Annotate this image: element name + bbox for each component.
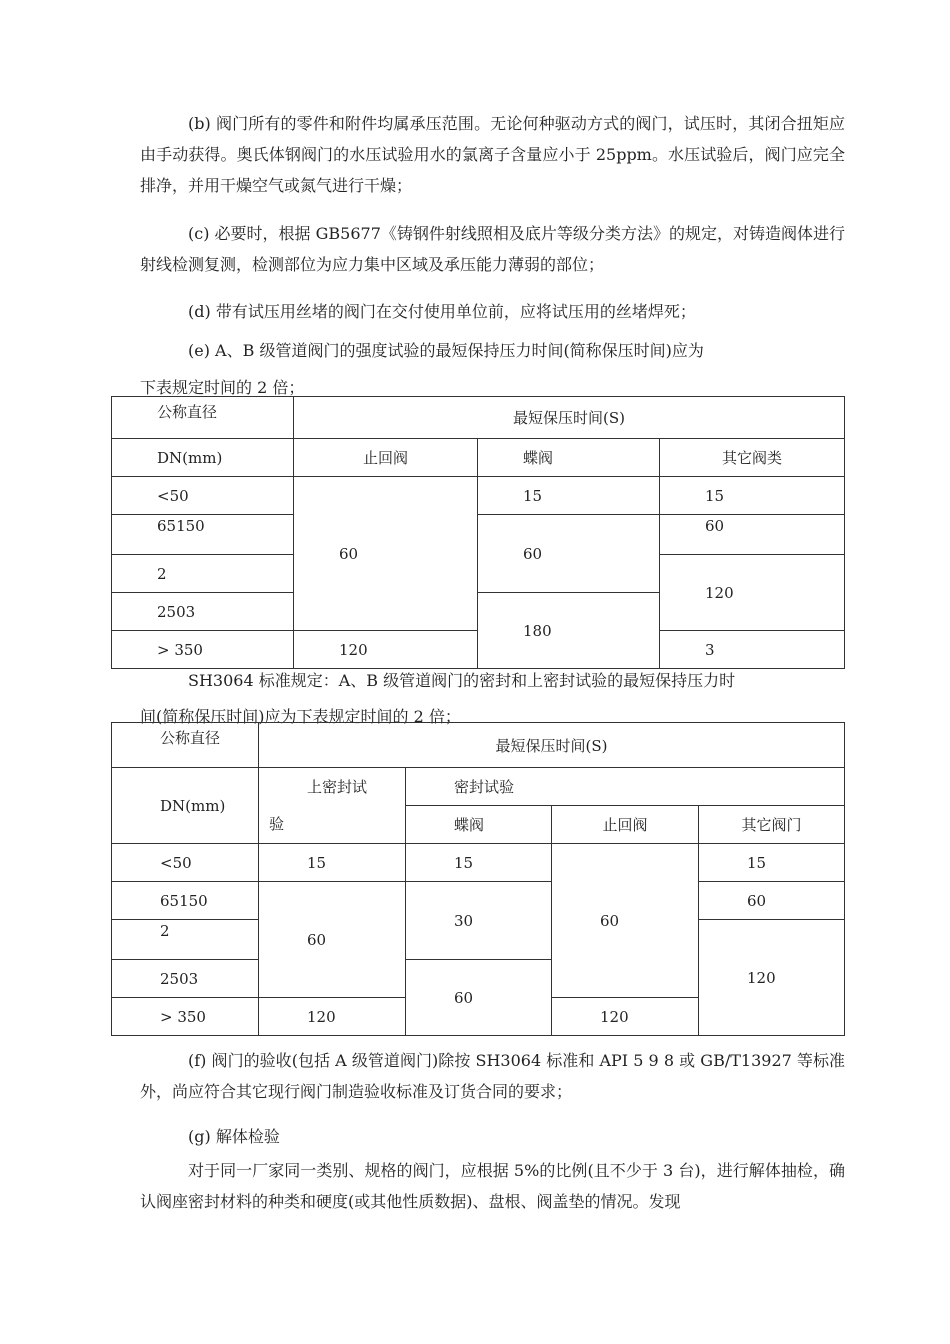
header-other-valves: 其它阀门 <box>699 806 845 844</box>
butterfly-60: 60 <box>406 960 552 1036</box>
header-dn-mm: DN(mm) <box>112 439 294 477</box>
header-butterfly-valve: 蝶阀 <box>478 439 660 477</box>
header-seal-test: 密封试验 <box>406 768 845 806</box>
other-15: 15 <box>660 477 845 515</box>
row-dn-2: 2 <box>112 555 294 593</box>
paragraph-d: (d) 带有试压用丝堵的阀门在交付使用单位前，应将试压用的丝堵焊死； <box>188 302 696 321</box>
header-upper-seal-test-line2: 验 <box>269 815 285 833</box>
butterfly-30: 30 <box>406 882 552 960</box>
header-check-valve: 止回阀 <box>294 439 478 477</box>
row-dn-gt350: > 350 <box>112 631 294 669</box>
other-120: 120 <box>699 920 845 1036</box>
row-dn-65150: 65150 <box>112 882 259 920</box>
seal-test-table <box>111 722 845 1036</box>
upper-120: 120 <box>259 998 406 1036</box>
butterfly-60: 60 <box>478 515 660 593</box>
sh3064-line1: SH3064 标准规定：A、B 级管道阀门的密封和上密封试验的最短保持压力时 <box>188 671 736 690</box>
paragraph-e-line2: 下表规定时间的 2 倍； <box>140 378 305 397</box>
other-60: 60 <box>660 515 845 555</box>
upper-60: 60 <box>259 882 406 998</box>
strength-test-table <box>111 396 845 669</box>
check-valve-120: 120 <box>294 631 478 669</box>
paragraph-e-line1: (e) A、B 级管道阀门的强度试验的最短保持压力时间(简称保压时间)应为 <box>188 341 704 360</box>
header-nominal-diameter: 公称直径 <box>112 397 294 439</box>
other-120: 120 <box>660 555 845 631</box>
check-valve-120: 120 <box>552 998 699 1036</box>
butterfly-180: 180 <box>478 593 660 669</box>
header-min-hold-time: 最短保压时间(S) <box>259 723 845 768</box>
other-60: 60 <box>699 882 845 920</box>
header-other-valves: 其它阀类 <box>660 439 845 477</box>
header-min-hold-time: 最短保压时间(S) <box>294 397 845 439</box>
upper-15: 15 <box>259 844 406 882</box>
header-upper-seal-test-line1: 上密封试 <box>307 778 368 796</box>
row-dn-lt50: <50 <box>112 477 294 515</box>
row-dn-65150: 65150 <box>112 515 294 555</box>
butterfly-15: 15 <box>478 477 660 515</box>
check-valve-60: 60 <box>552 844 699 998</box>
butterfly-15: 15 <box>406 844 552 882</box>
header-dn-mm: DN(mm) <box>112 768 259 844</box>
check-valve-60: 60 <box>294 477 478 631</box>
other-3: 3 <box>660 631 845 669</box>
paragraph-b: (b) 阀门所有的零件和附件均属承压范围。无论何种驱动方式的阀门，试压时，其闭合扭矩应由手动获得。奥氏体钢阀门的水压试验用水的氯离子含量应小于 25ppm。水压试验后，阀门应完全排净，并用干燥空气或氮气进行干燥； <box>140 114 845 195</box>
paragraph-g-body: 对于同一厂家同一类别、规格的阀门，应根据 5%的比例(且不少于 3 台)，进行解体抽检，确认阀座密封材料的种类和硬度(或其他性质数据)、盘根、阀盖垫的情况。发现 <box>140 1161 845 1211</box>
row-dn-gt350: > 350 <box>112 998 259 1036</box>
header-butterfly-valve: 蝶阀 <box>406 806 552 844</box>
paragraph-c: (c) 必要时，根据 GB5677《铸钢件射线照相及底片等级分类方法》的规定，对铸造阀体进行射线检测复测，检测部位为应力集中区域及承压能力薄弱的部位； <box>140 224 845 274</box>
row-dn-2: 2 <box>112 920 259 960</box>
other-15: 15 <box>699 844 845 882</box>
paragraph-g-heading: (g) 解体检验 <box>188 1127 280 1146</box>
paragraph-f: (f) 阀门的验收(包括 A 级管道阀门)除按 SH3064 标准和 API 5 9 8 或 GB/T13927 等标准外，尚应符合其它现行阀门制造验收标准及订货合同的要求； <box>140 1051 845 1101</box>
row-dn-2503: 2503 <box>112 593 294 631</box>
header-nominal-diameter: 公称直径 <box>112 723 259 768</box>
sh3064-line2: 间(简称保压时间)应为下表规定时间的 2 倍； <box>140 707 461 726</box>
header-check-valve: 止回阀 <box>552 806 699 844</box>
row-dn-lt50: <50 <box>112 844 259 882</box>
row-dn-2503: 2503 <box>112 960 259 998</box>
header-upper-seal-test <box>259 768 406 844</box>
